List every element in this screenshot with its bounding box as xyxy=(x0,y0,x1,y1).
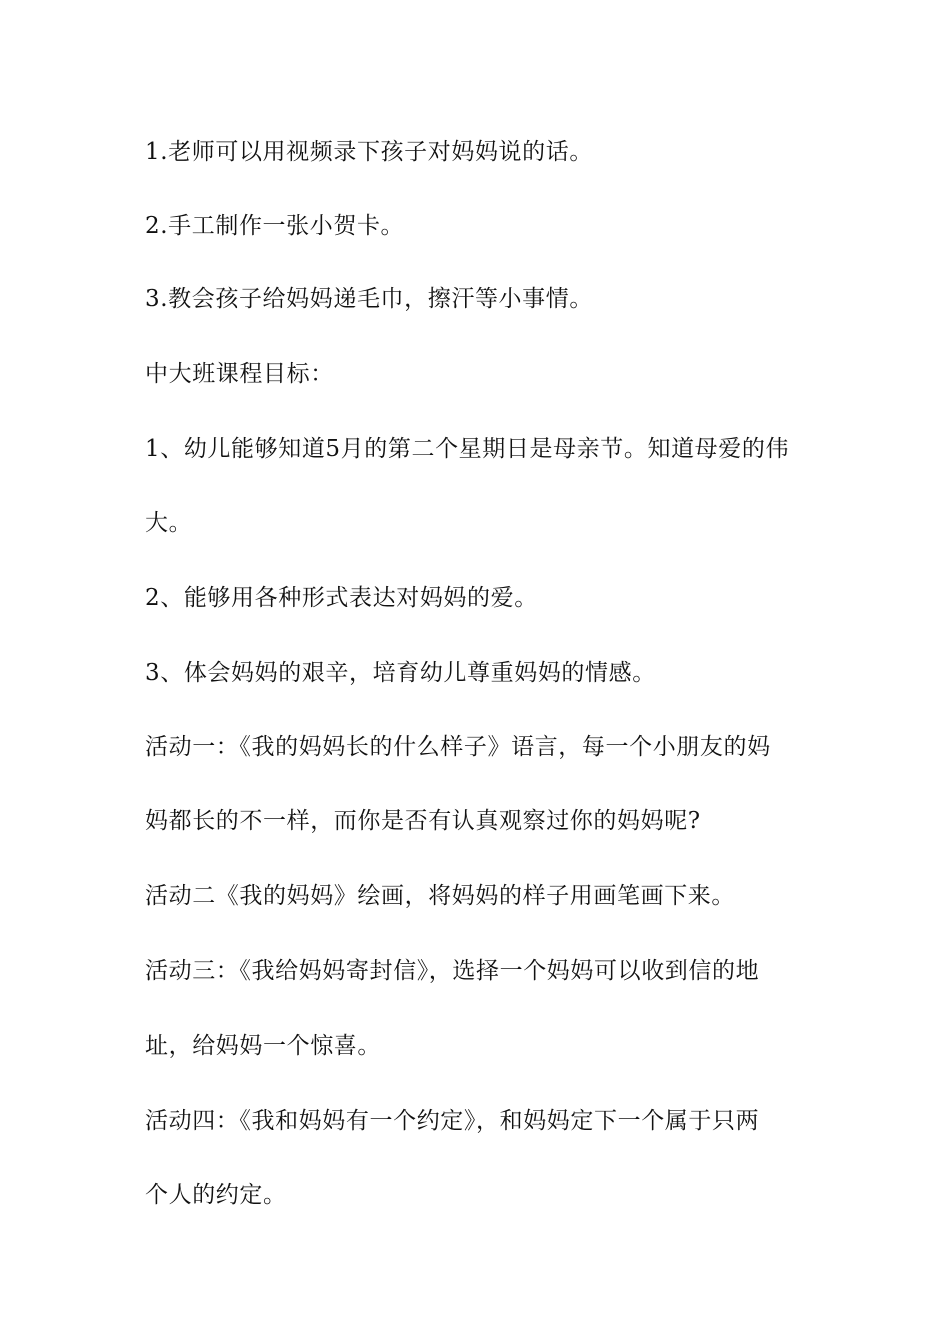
text-line: 活动四：《我和妈妈有一个约定》，和妈妈定下一个属于只两 xyxy=(145,1108,760,1134)
text-line: 个人的约定。 xyxy=(145,1182,287,1208)
text-line: 1、幼儿能够知道5月的第二个星期日是母亲节。知道母爱的伟 xyxy=(145,436,790,462)
text-line: 活动二《我的妈妈》绘画，将妈妈的样子用画笔画下来。 xyxy=(145,883,735,909)
text-line: 活动一：《我的妈妈长的什么样子》语言，每一个小朋友的妈 xyxy=(145,734,771,760)
text-line: 活动三：《我给妈妈寄封信》，选择一个妈妈可以收到信的地 xyxy=(145,958,760,984)
text-line: 妈都长的不一样，而你是否有认真观察过你的妈妈呢? xyxy=(145,808,701,834)
section-heading: 中大班课程目标： xyxy=(145,361,334,387)
text-line: 3.教会孩子给妈妈递毛巾，擦汗等小事情。 xyxy=(145,286,593,312)
text-line: 址，给妈妈一个惊喜。 xyxy=(145,1033,381,1059)
text-line: 2.手工制作一张小贺卡。 xyxy=(145,213,405,239)
text-line: 2、能够用各种形式表达对妈妈的爱。 xyxy=(145,585,538,611)
text-line: 3、体会妈妈的艰辛，培育幼儿尊重妈妈的情感。 xyxy=(145,660,656,686)
text-line: 大。 xyxy=(145,510,193,536)
text-line: 1.老师可以用视频录下孩子对妈妈说的话。 xyxy=(145,139,593,165)
